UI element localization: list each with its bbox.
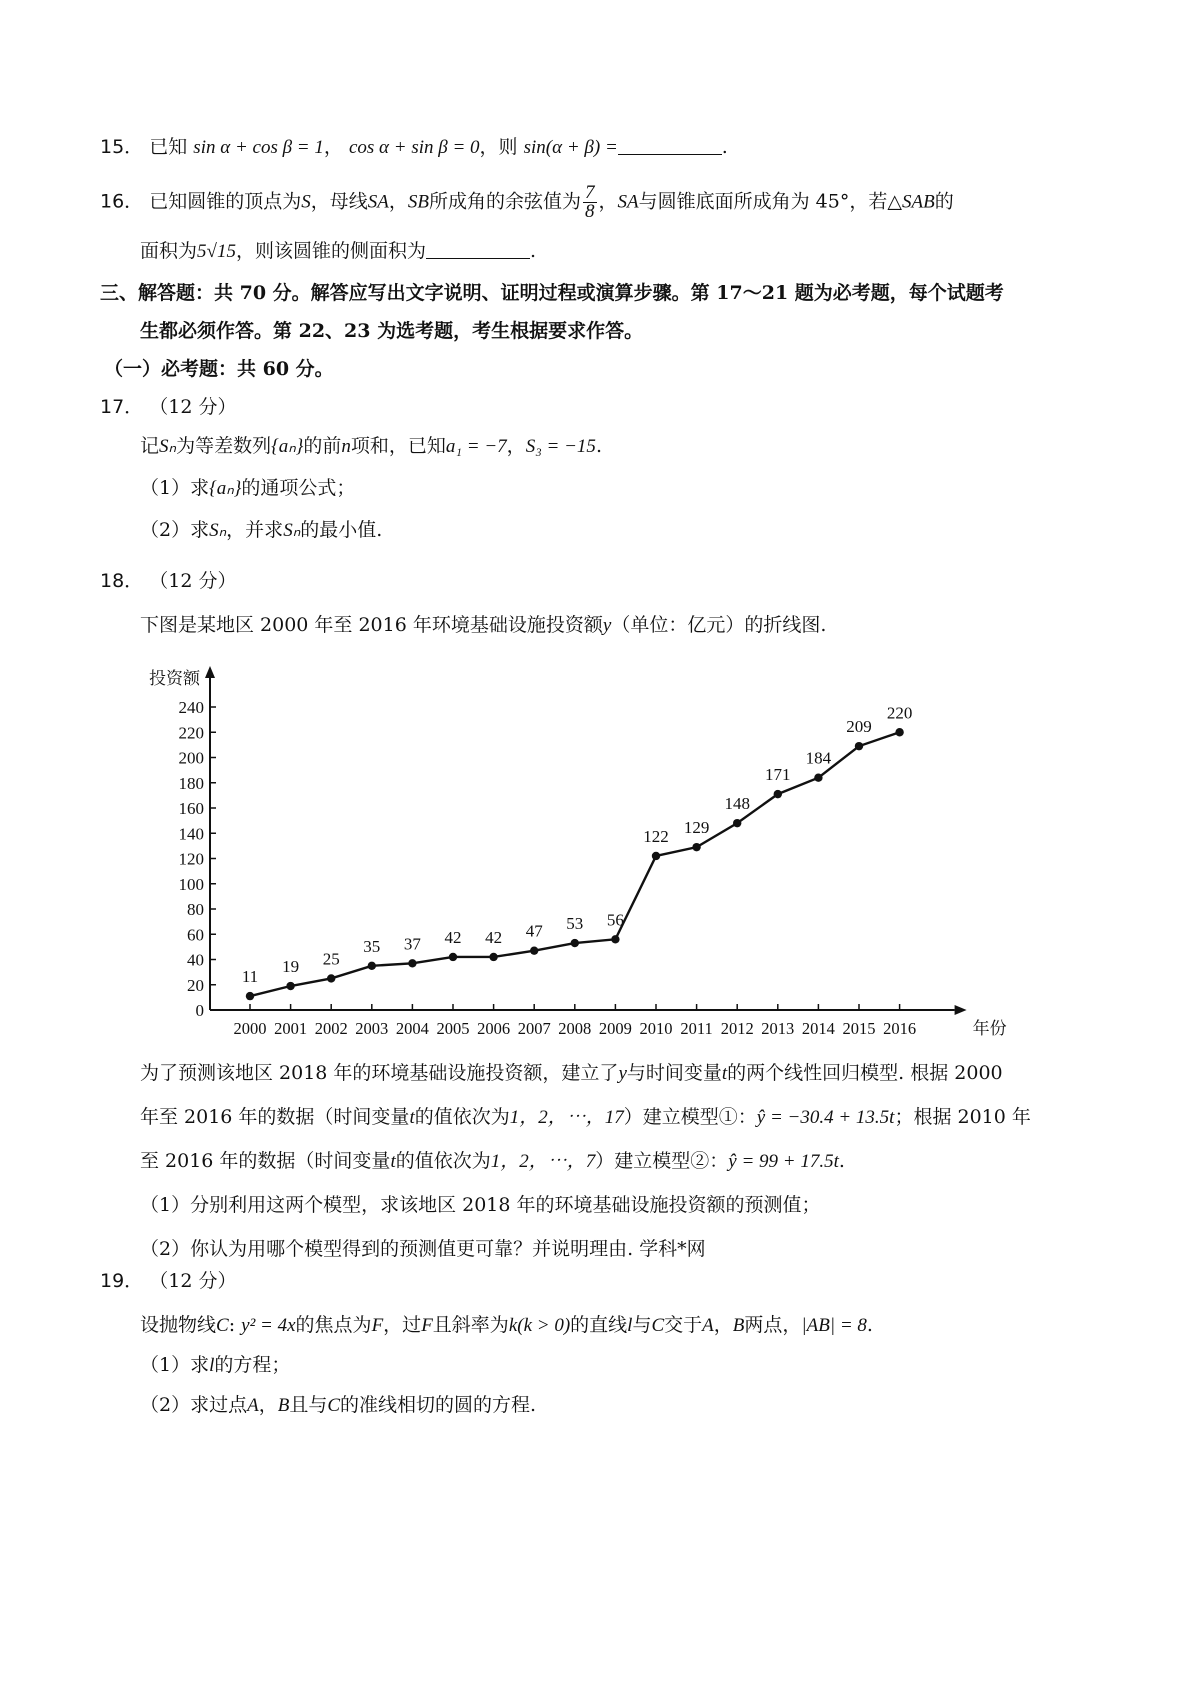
x-tick-label: 2009	[598, 1019, 632, 1038]
question-17-part1	[140, 475, 355, 502]
question-text: 的直线	[570, 1314, 628, 1336]
x-axis-arrow	[955, 1005, 967, 1015]
question-text: 下图是某地区 2000 年至 2016 年环境基础设施投资额	[140, 614, 603, 636]
math-variable: Sₙ	[159, 436, 177, 457]
data-point	[611, 935, 619, 943]
data-point	[449, 953, 457, 961]
punctuation: ，	[323, 136, 343, 158]
x-tick-label: 2015	[842, 1019, 876, 1038]
x-axis-title: 年份	[972, 1019, 1007, 1038]
math-expression: 1，2，⋯，17	[509, 1107, 624, 1128]
question-text: （1）求	[140, 1354, 210, 1376]
fraction-denominator: 8	[585, 201, 595, 222]
math-variable: B	[277, 1395, 290, 1416]
y-tick-label: 40	[187, 950, 204, 970]
answer-blank[interactable]	[426, 240, 530, 259]
y-tick-label: 180	[178, 773, 204, 793]
question-text: 两点，	[744, 1314, 802, 1336]
data-label: 42	[444, 927, 462, 947]
question-text: 已知圆锥的顶点为	[149, 190, 302, 213]
punctuation: .	[595, 435, 602, 457]
x-tick-label: 2001	[274, 1019, 308, 1038]
data-point	[286, 982, 294, 990]
question-text: 且与	[289, 1394, 328, 1416]
y-axis-title: 投资额	[149, 669, 200, 688]
punctuation: ，	[388, 190, 408, 213]
data-point	[855, 742, 863, 750]
math-variable: C	[216, 1315, 229, 1336]
question-text: 的通项公式；	[241, 477, 356, 499]
x-tick-label: 2010	[639, 1019, 673, 1038]
question-15	[100, 134, 728, 161]
x-tick-label: 2007	[517, 1019, 551, 1038]
question-text: 项和，已知	[350, 435, 446, 457]
data-label: 11	[241, 967, 259, 987]
question-18-part1: （1）分别利用这两个模型，求该地区 2018 年的环境基础设施投资额的预测值；	[140, 1194, 821, 1216]
question-text: 与圆锥底面所成角为 45°，若△	[638, 190, 902, 213]
data-label: 25	[322, 949, 340, 969]
punctuation: ，	[713, 1314, 733, 1336]
math-expression: cos α + sin β = 0	[348, 137, 480, 158]
data-label: 56	[606, 910, 624, 930]
question-score: （12 分）	[149, 570, 237, 592]
punctuation: .	[866, 1314, 873, 1336]
question-score: （12 分）	[149, 1270, 237, 1292]
math-expression: sin(α + β) =	[523, 137, 618, 158]
data-point	[692, 843, 700, 851]
question-19-part1	[140, 1352, 290, 1379]
question-number: 15．	[100, 136, 144, 158]
question-text: 的	[934, 190, 954, 213]
question-text: （单位：亿元）的折线图.	[611, 614, 827, 636]
data-label: 35	[363, 936, 381, 956]
math-variable: F	[371, 1315, 384, 1336]
question-text: ，则	[479, 136, 518, 158]
data-point	[408, 959, 416, 967]
math-variable: F	[421, 1315, 433, 1336]
question-score: （12 分）	[149, 396, 237, 418]
math-expression: a₁ = −7	[445, 436, 507, 457]
question-text: 为等差数列	[176, 435, 272, 457]
question-text: 所成角的余弦值为	[429, 190, 582, 213]
math-variable: {aₙ}	[209, 478, 242, 499]
question-text: （2）求	[140, 519, 210, 541]
math-variable: C	[651, 1315, 665, 1336]
math-expression: |AB| = 8	[801, 1315, 867, 1336]
math-variable: t	[721, 1063, 728, 1084]
data-label: 37	[403, 934, 421, 954]
y-tick-label: 200	[178, 748, 204, 768]
y-tick-label: 140	[178, 824, 204, 844]
data-point	[652, 852, 660, 860]
math-variable: A	[247, 1395, 259, 1416]
data-point	[368, 962, 376, 970]
x-tick-label: 2004	[395, 1019, 429, 1038]
math-variable: A	[702, 1315, 714, 1336]
question-17-header	[100, 394, 236, 420]
fraction	[583, 184, 597, 221]
x-tick-label: 2014	[801, 1019, 835, 1038]
math-variable: SA	[617, 191, 639, 213]
punctuation: ，	[506, 435, 526, 457]
investment-line-chart	[130, 660, 1010, 1060]
data-point	[895, 728, 903, 736]
question-text: 的值依次为	[414, 1106, 510, 1128]
math-variable: SA	[367, 191, 389, 213]
data-label: 171	[765, 765, 791, 785]
y-tick-label: 20	[187, 975, 204, 995]
punctuation: :	[228, 1314, 236, 1336]
question-text: ）建立模型①：	[623, 1106, 757, 1128]
y-tick-label: 120	[178, 849, 204, 869]
data-point	[774, 790, 782, 798]
question-18-para2	[140, 1104, 1031, 1131]
math-variable: y	[618, 1063, 627, 1084]
y-axis-arrow	[205, 666, 215, 678]
math-variable: Sₙ	[209, 520, 227, 541]
question-16-line2	[140, 238, 536, 265]
punctuation: .	[838, 1150, 845, 1172]
question-text: 的焦点为	[295, 1314, 372, 1336]
part-heading: （一）必考题：共 60 分。	[104, 358, 334, 380]
math-variable: SAB	[901, 191, 935, 213]
x-tick-label: 2008	[558, 1019, 592, 1038]
data-label: 42	[485, 927, 503, 947]
question-text: 的最小值.	[300, 519, 383, 541]
x-tick-label: 2000	[233, 1019, 267, 1038]
question-17-part2	[140, 517, 382, 544]
question-text: 且斜率为	[432, 1314, 509, 1336]
math-expression: ŷ = 99 + 17.5t	[728, 1151, 839, 1172]
question-text: ，过	[383, 1314, 422, 1336]
math-expression: 5√15	[197, 241, 236, 262]
question-text: 的方程；	[214, 1354, 291, 1376]
data-point	[489, 953, 497, 961]
x-tick-label: 2002	[314, 1019, 348, 1038]
question-text: 记	[140, 435, 160, 457]
math-expression: S₃ = −15	[525, 436, 596, 457]
series-line	[250, 732, 900, 996]
y-tick-label: 100	[178, 874, 204, 894]
math-variable: t	[409, 1107, 415, 1128]
math-variable: S	[301, 191, 311, 213]
data-label: 148	[724, 794, 750, 814]
question-number: 17．	[100, 396, 144, 418]
x-tick-label: 2011	[680, 1019, 713, 1038]
question-text: 的前	[303, 435, 342, 457]
question-text: 面积为	[140, 240, 198, 262]
math-variable: y	[602, 615, 612, 636]
math-expression: 1，2，⋯，7	[490, 1151, 596, 1172]
question-16-line1	[100, 184, 954, 221]
y-tick-label: 220	[178, 723, 204, 743]
data-label: 19	[282, 957, 300, 977]
fraction-numerator: 7	[585, 182, 595, 203]
math-variable: SB	[407, 191, 429, 213]
punctuation: ，	[258, 1394, 278, 1416]
math-variable: t	[390, 1151, 396, 1172]
math-variable: C	[327, 1395, 341, 1416]
question-text: 的准线相切的圆的方程.	[340, 1394, 537, 1416]
math-expression: sin α + cos β = 1	[193, 137, 324, 158]
math-expression: ŷ = −30.4 + 13.5t	[756, 1107, 895, 1128]
punctuation: .	[721, 136, 728, 158]
math-variable: Sₙ	[283, 520, 301, 541]
question-text: 设抛物线	[140, 1314, 217, 1336]
data-label: 129	[683, 818, 710, 838]
math-variable: B	[732, 1315, 745, 1336]
data-point	[733, 819, 741, 827]
question-18-part2: （2）你认为用哪个模型得到的预测值更可靠？并说明理由. 学科*网	[140, 1238, 706, 1260]
question-number: 16．	[100, 190, 144, 213]
data-point	[530, 946, 538, 954]
question-text: ）建立模型②：	[595, 1150, 729, 1172]
question-text: 与	[632, 1314, 652, 1336]
question-text: 与时间变量	[626, 1062, 722, 1084]
question-text: 年至 2016 年的数据（时间变量	[140, 1106, 410, 1128]
y-tick-label: 160	[178, 799, 204, 818]
question-text: 已知	[149, 136, 188, 158]
question-text: 为了预测该地区 2018 年的环境基础设施投资额，建立了	[140, 1062, 619, 1084]
question-17-stem	[140, 433, 602, 460]
y-tick-label: 60	[187, 925, 204, 945]
question-number: 19．	[100, 1270, 144, 1292]
question-text: 的两个线性回归模型. 根据 2000	[727, 1062, 1003, 1084]
math-variable: l	[209, 1355, 215, 1376]
x-tick-label: 2006	[477, 1019, 511, 1038]
data-point	[814, 774, 822, 782]
math-expression: y² = 4x	[241, 1315, 296, 1336]
data-label: 47	[525, 921, 543, 941]
question-text: ；根据 2010 年	[894, 1106, 1031, 1128]
question-number: 18．	[100, 570, 144, 592]
question-text: 交于	[664, 1314, 703, 1336]
question-18-intro	[140, 612, 826, 639]
question-text: 的值依次为	[395, 1150, 491, 1172]
data-label: 184	[805, 748, 832, 768]
x-tick-label: 2012	[720, 1019, 754, 1038]
question-18-para3	[140, 1148, 845, 1175]
data-point	[246, 992, 254, 1000]
question-19-stem	[140, 1312, 873, 1339]
question-text: 至 2016 年的数据（时间变量	[140, 1150, 391, 1172]
data-point	[327, 974, 335, 982]
x-tick-label: 2016	[883, 1019, 917, 1038]
y-tick-label: 0	[195, 1001, 204, 1020]
math-expression: k(k > 0)	[508, 1315, 571, 1336]
section-heading-cont: 生都必须作答。第 22、23 为选考题，考生根据要求作答。	[140, 320, 644, 342]
math-variable: {aₙ}	[271, 436, 304, 457]
question-text: ，母线	[310, 190, 368, 213]
question-18-para1	[140, 1060, 1003, 1087]
punctuation: ，	[598, 190, 618, 213]
y-tick-label: 240	[178, 698, 204, 717]
data-label: 53	[566, 914, 584, 934]
data-label: 220	[886, 703, 913, 723]
question-19-part2	[140, 1392, 536, 1419]
y-tick-label: 80	[187, 900, 204, 919]
data-label: 122	[643, 826, 669, 846]
answer-blank[interactable]	[618, 136, 722, 155]
data-point	[571, 939, 579, 947]
punctuation: .	[529, 240, 537, 262]
question-18-header	[100, 568, 236, 594]
x-tick-label: 2003	[355, 1019, 389, 1038]
section-heading: 三、解答题：共 70 分。解答应写出文字说明、证明过程或演算步骤。第 17～21 题为必考题，每个试题考	[100, 282, 1004, 304]
data-label: 209	[846, 717, 872, 737]
question-text: （2）求过点	[140, 1394, 248, 1416]
question-text: ，则该圆锥的侧面积为	[235, 240, 426, 262]
question-text: ，并求	[226, 519, 284, 541]
question-19-header	[100, 1268, 236, 1294]
math-variable: l	[627, 1315, 633, 1336]
math-variable: n	[341, 436, 351, 457]
x-tick-label: 2013	[761, 1019, 795, 1038]
x-tick-label: 2005	[436, 1019, 470, 1038]
question-text: （1）求	[140, 477, 210, 499]
